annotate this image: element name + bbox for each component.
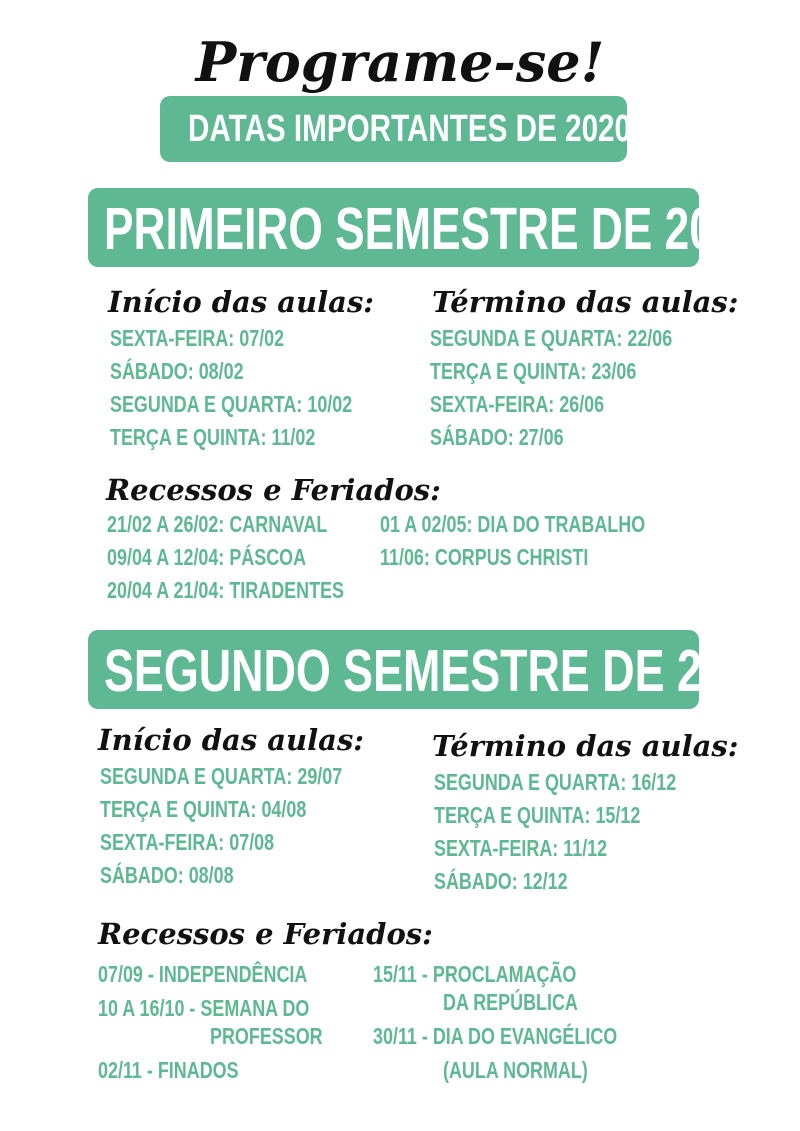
sem1-inicio-item: SEXTA-FEIRA: 07/02 [110,325,285,351]
sem1-inicio-item: SEGUNDA E QUARTA: 10/02 [110,391,353,417]
sem1-termino-list [430,324,741,456]
sem2-inicio-list [100,762,411,894]
sem2-termino-item: TERÇA E QUINTA: 15/12 [434,802,641,828]
sem1-termino-item: SÁBADO: 27/06 [430,424,564,450]
sem2-inicio-item: SEGUNDA E QUARTA: 29/07 [100,763,343,789]
sem1-recessos-left [107,510,411,609]
sem2-inicio-item: TERÇA E QUINTA: 04/08 [100,796,307,822]
first-semester-heading: PRIMEIRO SEMESTRE DE 2020: [104,196,778,262]
sem2-termino-item: SÁBADO: 12/12 [434,868,568,894]
sem2-termino-list [434,768,745,900]
sem2-recesso-item: 15/11 - PROCLAMAÇÃO [373,961,577,987]
sem1-termino-title: Término das aulas: [432,285,739,319]
sem2-inicio-item: SÁBADO: 08/08 [100,862,234,888]
first-semester-banner [88,188,778,267]
sem2-recesso-item: DA REPÚBLICA [443,989,578,1015]
subtitle-text: DATAS IMPORTANTES DE 2020 [188,108,632,150]
sem2-recesso-item: 07/09 - INDEPENDÊNCIA [98,961,308,987]
subtitle-banner [160,96,632,162]
sem1-inicio-item: TERÇA E QUINTA: 11/02 [110,424,316,450]
sem2-termino-item: SEXTA-FEIRA: 11/12 [434,835,608,861]
second-semester-heading: SEGUNDO SEMESTRE DE 2020: [104,638,792,704]
sem1-recesso-item: 01 A 02/05: DIA DO TRABALHO [380,511,646,537]
sem2-recesso-item: (AULA NORMAL) [443,1057,588,1083]
sem1-inicio-list [110,324,421,456]
sem2-termino-title: Término das aulas: [432,729,739,763]
sem1-termino-item: SEGUNDA E QUARTA: 22/06 [430,325,673,351]
second-semester-banner [88,630,792,709]
sem1-inicio-title: Início das aulas: [108,285,374,319]
sem1-termino-item: TERÇA E QUINTA: 23/06 [430,358,637,384]
sem1-inicio-item: SÁBADO: 08/02 [110,358,244,384]
sem2-recesso-item: 02/11 - FINADOS [98,1057,239,1083]
sem1-termino-item: SEXTA-FEIRA: 26/06 [430,391,605,417]
sem2-recesso-item: 30/11 - DIA DO EVANGÉLICO [373,1023,618,1049]
sem1-recesso-item: 20/04 A 21/04: TIRADENTES [107,577,344,603]
sem2-recesso-item: PROFESSOR [210,1023,323,1049]
sem1-recessos-title: Recessos e Feriados: [106,473,441,507]
sem2-recesso-item: 10 A 16/10 - SEMANA DO [98,995,310,1021]
sem2-inicio-item: SEXTA-FEIRA: 07/08 [100,829,275,855]
sem2-inicio-title: Início das aulas: [98,723,364,757]
poster-title: Programe-se! [195,30,605,94]
sem1-recessos-right [380,510,720,576]
sem1-recesso-item: 21/02 A 26/02: CARNAVAL [107,511,328,537]
sem2-termino-item: SEGUNDA E QUARTA: 16/12 [434,769,677,795]
sem1-recesso-item: 11/06: CORPUS CHRISTI [380,544,589,570]
sem2-recessos-title: Recessos e Feriados: [98,917,433,951]
sem1-recesso-item: 09/04 A 12/04: PÁSCOA [107,544,307,570]
